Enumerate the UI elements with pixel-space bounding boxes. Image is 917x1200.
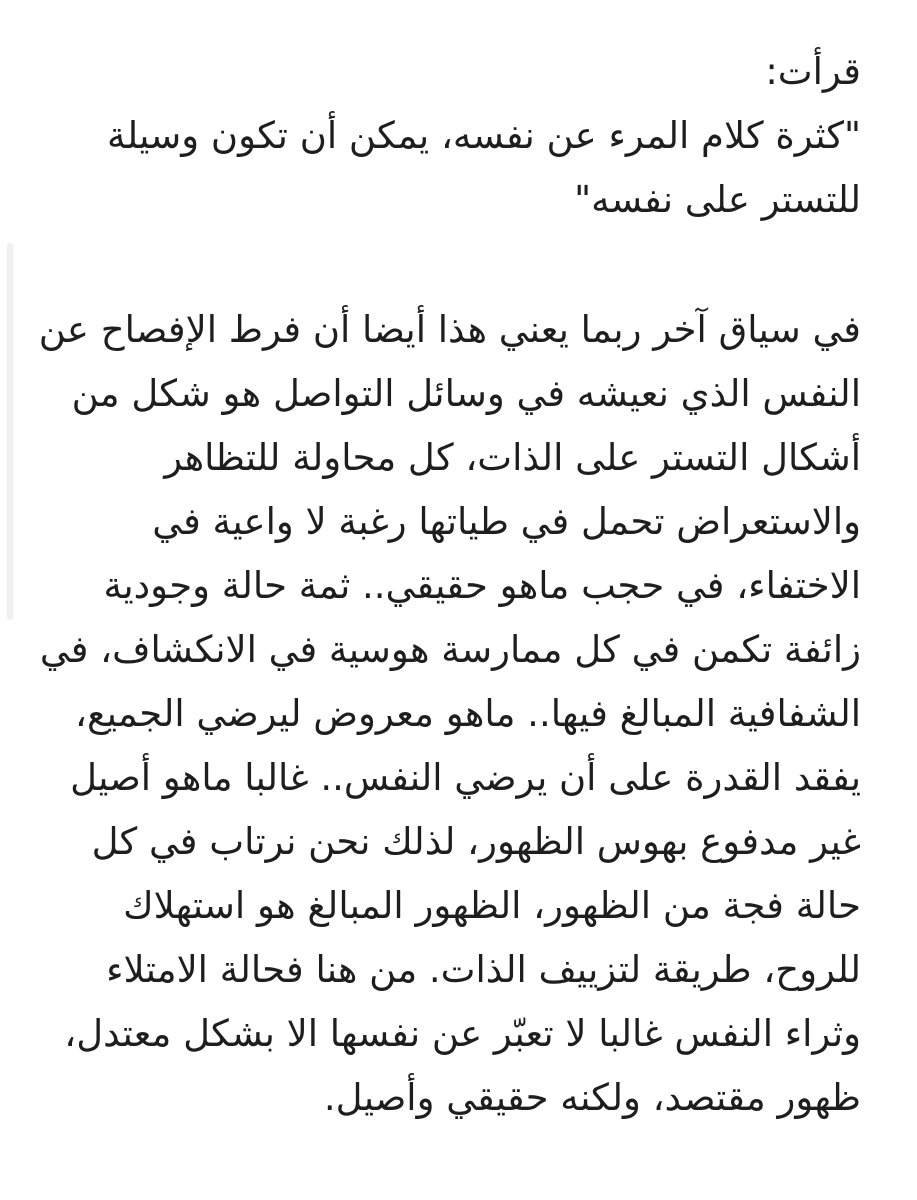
paragraph-line: ظهور مقتصد، ولكنه حقيقي وأصيل. — [323, 1076, 861, 1119]
paragraph-line: يفقد القدرة على أن يرضي النفس.. غالبا ماهو أصيل — [70, 756, 861, 799]
paragraph-line: زائفة تكمن في كل ممارسة هوسية في الانكشاف، في — [39, 628, 861, 671]
paragraph-line: وثراء النفس غالبا لا تعبّر عن نفسها الا بشكل معتدل، — [64, 1012, 861, 1055]
paragraph-line: أشكال التستر على الذات، كل محاولة للتظاهر — [164, 436, 861, 479]
quote-line: للتستر على نفسه" — [574, 178, 861, 221]
quote-line: "كثرة كلام المرء عن نفسه، يمكن أن تكون وسيلة — [107, 114, 861, 157]
quote-intro-line: قرأت: — [765, 50, 861, 93]
paragraph-line: النفس الذي نعيشه في وسائل التواصل هو شكل من — [71, 372, 861, 415]
paragraph-line: في سياق آخر ربما يعني هذا أيضا أن فرط الإفصاح عن — [38, 308, 861, 351]
body-paragraph — [38, 298, 861, 1130]
paragraph-line: غير مدفوع بهوس الظهور، لذلك نحن نرتاب في كل — [91, 820, 861, 863]
scroll-indicator[interactable] — [7, 243, 13, 620]
paragraph-line: حالة فجة من الظهور، الظهور المبالغ هو استهلاك — [123, 884, 861, 927]
quote-section — [51, 40, 861, 232]
paragraph-line: والاستعراض تحمل في طياتها رغبة لا واعية في — [152, 500, 861, 543]
paragraph-line: الشفافية المبالغ فيها.. ماهو معروض ليرضي الجميع، — [75, 692, 861, 735]
paragraph-line: الاختفاء، في حجب ماهو حقيقي.. ثمة حالة وجودية — [103, 564, 861, 607]
paragraph-line: للروح، طريقة لتزييف الذات. من هنا فحالة الامتلاء — [106, 948, 861, 991]
